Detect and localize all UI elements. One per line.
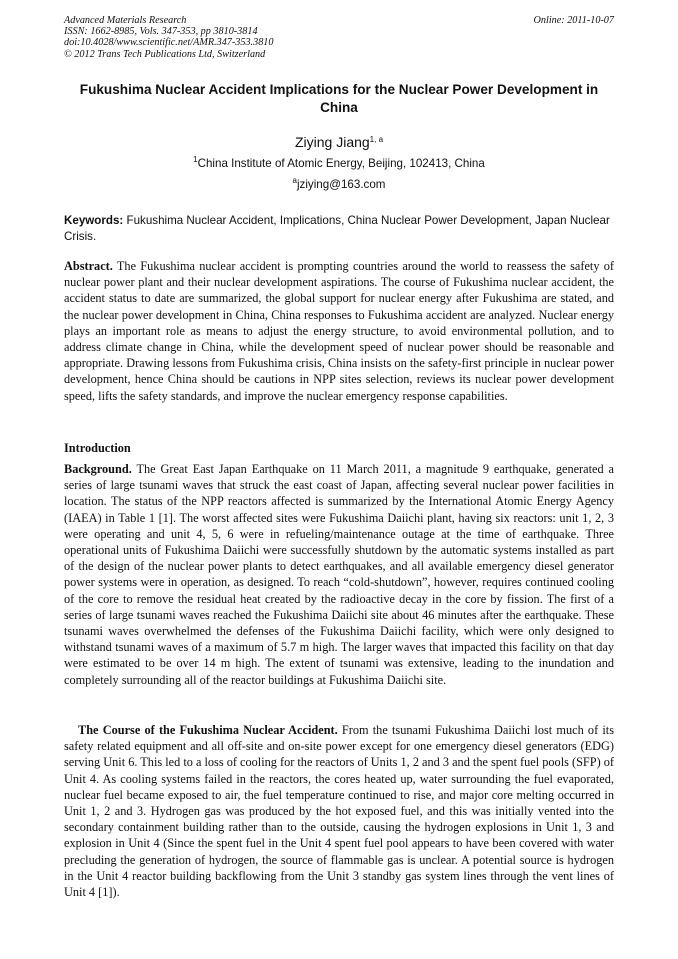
journal-doi: doi:10.4028/www.scientific.net/AMR.347-353.3810 [64,37,274,49]
affiliation-text: China Institute of Atomic Energy, Beijing, 102413, China [197,157,485,170]
journal-header [64,15,273,60]
section-heading-introduction: Introduction [64,441,131,455]
keywords-label: Keywords: [64,214,124,227]
paper-title: Fukushima Nuclear Accident Implications for the Nuclear Power Development in China [79,82,599,115]
keywords-text: Fukushima Nuclear Accident, Implications, China Nuclear Power Development, Japan Nuclear Crisis. [64,214,610,243]
author-line [64,133,614,151]
affiliation-superscript: 1 [193,155,198,164]
journal-copyright: © 2012 Trans Tech Publications Ltd, Switzerland [64,48,266,60]
journal-issn: ISSN: 1662-8985, Vols. 347-353, pp 3810-3814 [64,26,258,38]
email-line [64,178,614,192]
online-date: Online: 2011-10-07 [533,15,614,26]
background-label: Background. [64,462,132,476]
email-address[interactable]: jziying@163.com [296,178,386,191]
affiliation-line [64,157,614,171]
paragraph-background [64,461,614,688]
abstract-text: The Fukushima nuclear accident is prompting countries around the world to reassess the safety of nuclear power plant and their nuclear development aspirations. The course of Fukushima nuclear accident, the accident status to date are summarized, the global support for nuclear energy after Fukushima are stated, and the nuclear power development in China, China responses to Fukushima accident are analyzed. Nuclear energy plays an important role as means to adjust the energy structure, to avoid environmental pollution, and to address climate change in China, while the development speed of nuclear power should be reasonable and appropriate. Drawing lessons from Fukushima crisis, China insists on the safety-first principle in nuclear power development, hence China should be cautions in NPP sites selection, reviews its nuclear power development speed, lifts the safety standards, and improve the nuclear emergency response capabilities. [64,259,614,403]
author-name: Ziying Jiang [294,134,370,150]
author-superscript: 1, a [369,135,384,144]
keywords [64,213,614,245]
email-superscript: a [292,176,297,185]
abstract [64,258,614,404]
journal-name: Advanced Materials Research [64,15,187,26]
background-text: The Great East Japan Earthquake on 11 March 2011, a magnitude 9 earthquake, generated a series of large tsunami waves that struck the east coast of Japan, affecting several nuclear power facilities in location. The status of the NPP reactors affected is summarized by the International Atomic Energy Agency (IAEA) in Table 1 [1]. The worst affected sites were Fukushima Daiichi plant, having six reactors: unit 1, 2, 3 were operating and unit 4, 5, 6 were in refueling/maintenance outage at the time of earthquake. Three operational units of Fukushima Daiichi were successfully shutdown by the automatic systems installed as part of the design of the nuclear power plants to detect earthquakes, and all available emergency diesel generator power systems were in operation, as designed. To reach “cold-shutdown”, however, requires continued cooling of the core to remove the residual heat created by the radioactive decay in the core by fission. The first of a series of large tsunami waves reached the Fukushima Daiichi site about 46 minutes after the earthquake. These tsunami waves overwhelmed the defenses of the Fukushima Daiichi facility, which were only designed to withstand tsunami waves of a maximum of 5.7 m high. The larger waves that impacted this facility on that day were estimated to be over 14 m high. The extent of tsunami was extensive, leading to the inundation and completely surrounding all of the reactor buildings at Fukushima Daiichi site. [64,462,614,687]
course-text: From the tsunami Fukushima Daiichi lost much of its safety related equipment and all off-site and on-site power except for one emergency diesel generators (EDG) serving Unit 6. This led to a loss of cooling for the reactors of Units 1, 2 and 3 and the spent fuel pools (SFP) of Unit 4. As cooling systems failed in the reactors, the cores heated up, water surrounding the fuel evaporated, nuclear fuel became exposed to air, the fuel temperature continued to rise, and major core melting occurred in Unit 1, 2 and 3. Hydrogen gas was produced by the hot exposed fuel, and this was initially vented into the secondary containment building rather than to the outside, causing the hydrogen explosions in Unit 1, 3 and explosion in Unit 4 (Since the spent fuel in the Unit 4 spent fuel pool appears to have been covered with water precluding the generation of hydrogen, the source of flammable gas is unclear. A potential source is hydrogen in the Unit 4 reactor building backflowing from the Unit 3 standby gas system lines through the vent lines of Unit 4 [1]). [64,723,614,900]
paragraph-accident-course [64,722,614,900]
abstract-label: Abstract. [64,259,113,273]
course-label: The Course of the Fukushima Nuclear Accident. [78,723,338,737]
